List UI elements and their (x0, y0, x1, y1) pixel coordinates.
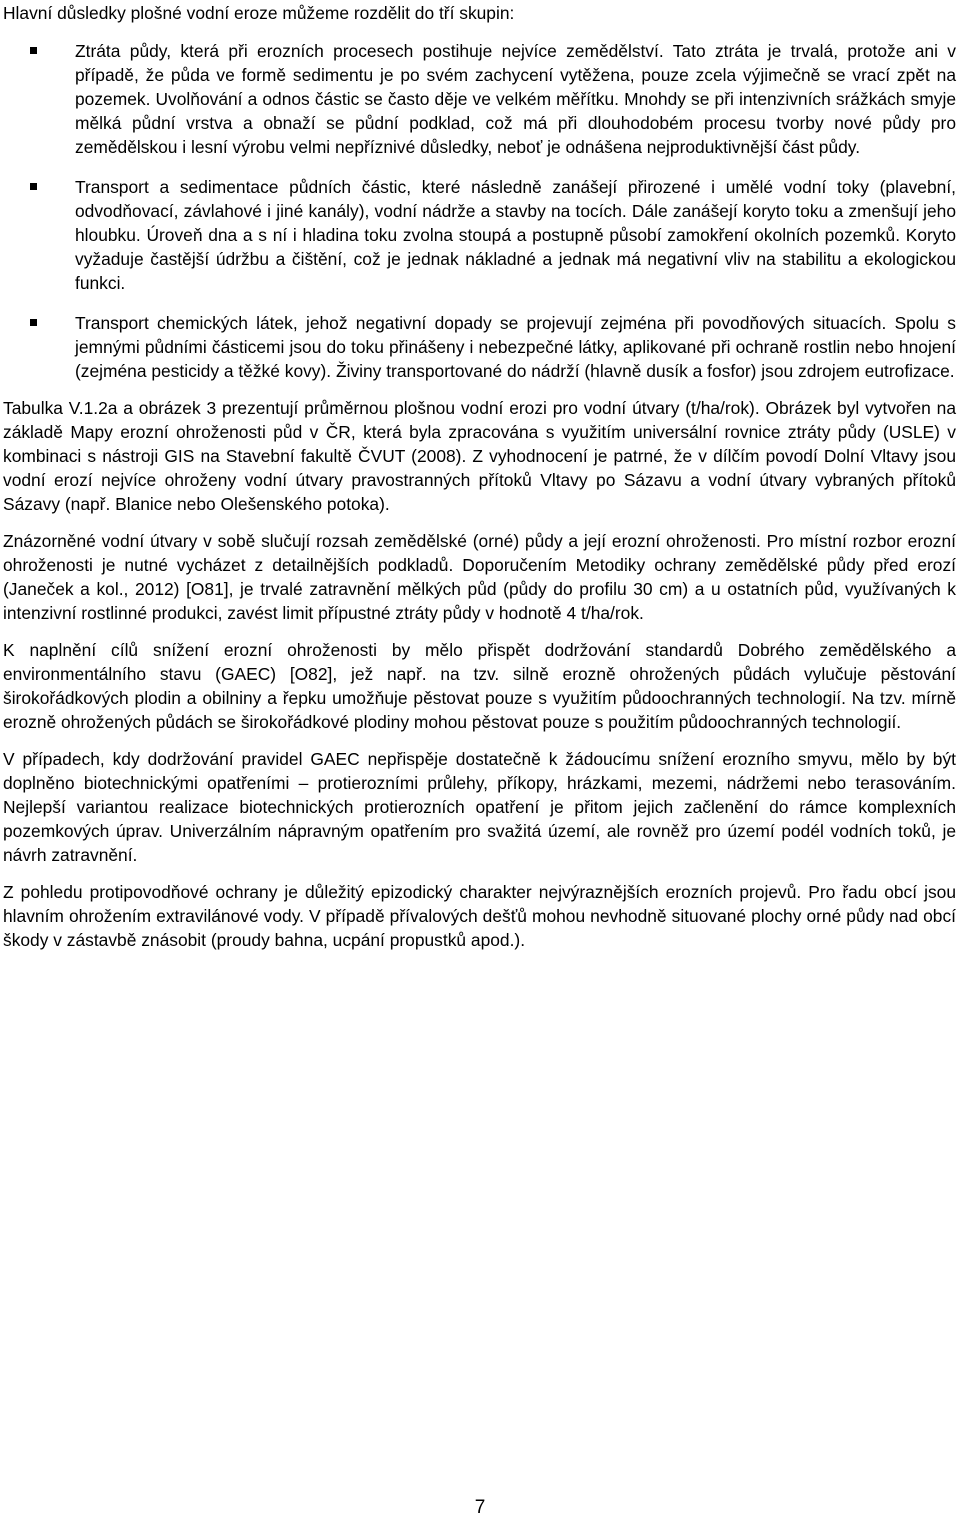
list-item-text: Ztráta půdy, která při erozních procesech postihuje nejvíce zemědělství. Tato ztráta je trvalá, protože ani v případě, že půda ve formě sedimentu je po svém zachycení vytěžena, pouze zcela výjimečně se vrací zpět na pozemek. Uvolňování a odnos částic se často děje ve velkém měřítku. Mnohdy se při intenzivních srážkách smyje mělká půdní vrstva a obnaží se půdní podklad, což má při dlouhodobém procesu tvorby nové půdy pro zemědělskou i lesní výrobu velmi nepříznivé důsledky, neboť je odnášena nejproduktivnější část půdy. (75, 41, 956, 157)
square-bullet-icon (30, 183, 37, 190)
square-bullet-icon (30, 47, 37, 54)
paragraph-biotechnical-measures: V případech, kdy dodržování pravidel GAEC nepřispěje dostatečně k žádoucímu snížení erozního smyvu, mělo by být doplněno biotechnickými opatřeními – protierozními průlehy, příkopy, hrázkami, mezemi, nádržemi nebo terasováním. Nejlepší variantou realizace biotechnických protierozních opatření je přitom jejich začlenění do rámce komplexních pozemkových úprav. Univerzálním nápravným opatřením pro svažitá území, ale rovněž pro území podél vodních toků, je návrh zatravnění. (3, 749, 956, 865)
intro-sentence: Hlavní důsledky plošné vodní eroze můžeme rozdělit do tří skupin: (3, 3, 515, 23)
paragraph-water-bodies: Znázorněné vodní útvary v sobě slučují rozsah zemědělské (orné) půdy a její erozní ohroženosti. Pro místní rozbor erozní ohroženosti je nutné vycházet z detailnějších podkladů. Doporučením Metodiky ochrany zemědělské půdy před erozí (Janeček a kol., 2012) [O81], je trvalé zatravnění mělkých půd (půdy do profilu 30 cm) a u ostatních půd, využívaných k intenzivní rostlinné produkci, zavést limit přípustné ztráty půdy v hodnotě 4 t/ha/rok. (3, 531, 956, 623)
consequences-list (3, 39, 956, 383)
list-item-text: Transport chemických látek, jehož negativní dopady se projevují zejména při povodňových situacích. Spolu s jemnými půdními částicemi jsou do toku přinášeny i nebezpečné látky, aplikované při ochraně rostlin nebo hnojení (zejména pesticidy a těžké kovy). Živiny transportované do nádrží (hlavně dusík a fosfor) jsou zdrojem eutrofizace. (75, 313, 956, 381)
paragraph-gaec-standards: K naplnění cílů snížení erozní ohroženosti by mělo přispět dodržování standardů Dobrého zemědělského a environmentálního stavu (GAEC) [O82], jež např. na tzv. silně erozně ohrožených půdách vylučuje pěstování širokořádkových plodin a obilniny a řepku umožňuje pěstovat pouze s využitím půdoochranných technologií. Na tzv. mírně erozně ohrožených půdách se širokořádkové plodiny mohou pěstovat pouze s použitím půdoochranných technologií. (3, 640, 956, 732)
paragraph-flood-protection: Z pohledu protipovodňové ochrany je důležitý epizodický charakter nejvýraznějších erozních projevů. Pro řadu obcí jsou hlavním ohrožením extravilánové vody. V případě přívalových dešťů mohou nevhodně situované plochy orné půdy nad obcí škody v zástavbě znásobit (proudy bahna, ucpání propustků apod.). (3, 882, 956, 950)
list-item (3, 39, 956, 159)
list-item-text: Transport a sedimentace půdních částic, které následně zanášejí přirozené i umělé vodní toky (plavební, odvodňovací, závlahové i jiné kanály), vodní nádrže a stavby na tocích. Dále zanášejí koryto toku a zmenšují jeho hloubku. Úroveň dna a s ní i hladina toku zvolna stoupá a postupně působí zamokření okolních pozemků. Koryto vyžaduje častější údržbu a čištění, což je jednak nákladné a jednak má negativní vliv na stabilitu a ekologickou funkci. (75, 177, 956, 293)
list-item (3, 311, 956, 383)
paragraph-erosion-map: Tabulka V.1.2a a obrázek 3 prezentují průměrnou plošnou vodní erozi pro vodní útvary (t/ha/rok). Obrázek byl vytvořen na základě Mapy erozní ohroženosti půd v ČR, která byla zpracována s využitím universální rovnice ztráty půdy (USLE) v kombinaci s nástroji GIS na Stavební fakultě ČVUT (2008). Z vyhodnocení je patrné, že v dílčím povodí Dolní Vltavy jsou vodní erozí nejvíce ohroženy vodní útvary pravostranných přítoků Vltavy po Sázavu a vodní útvary vybraných přítoků Sázavy (např. Blanice nebo Olešenského potoka). (3, 398, 956, 514)
page-content (3, 0, 956, 965)
page-number: 7 (474, 1497, 486, 1518)
list-item (3, 175, 956, 295)
square-bullet-icon (30, 319, 37, 326)
